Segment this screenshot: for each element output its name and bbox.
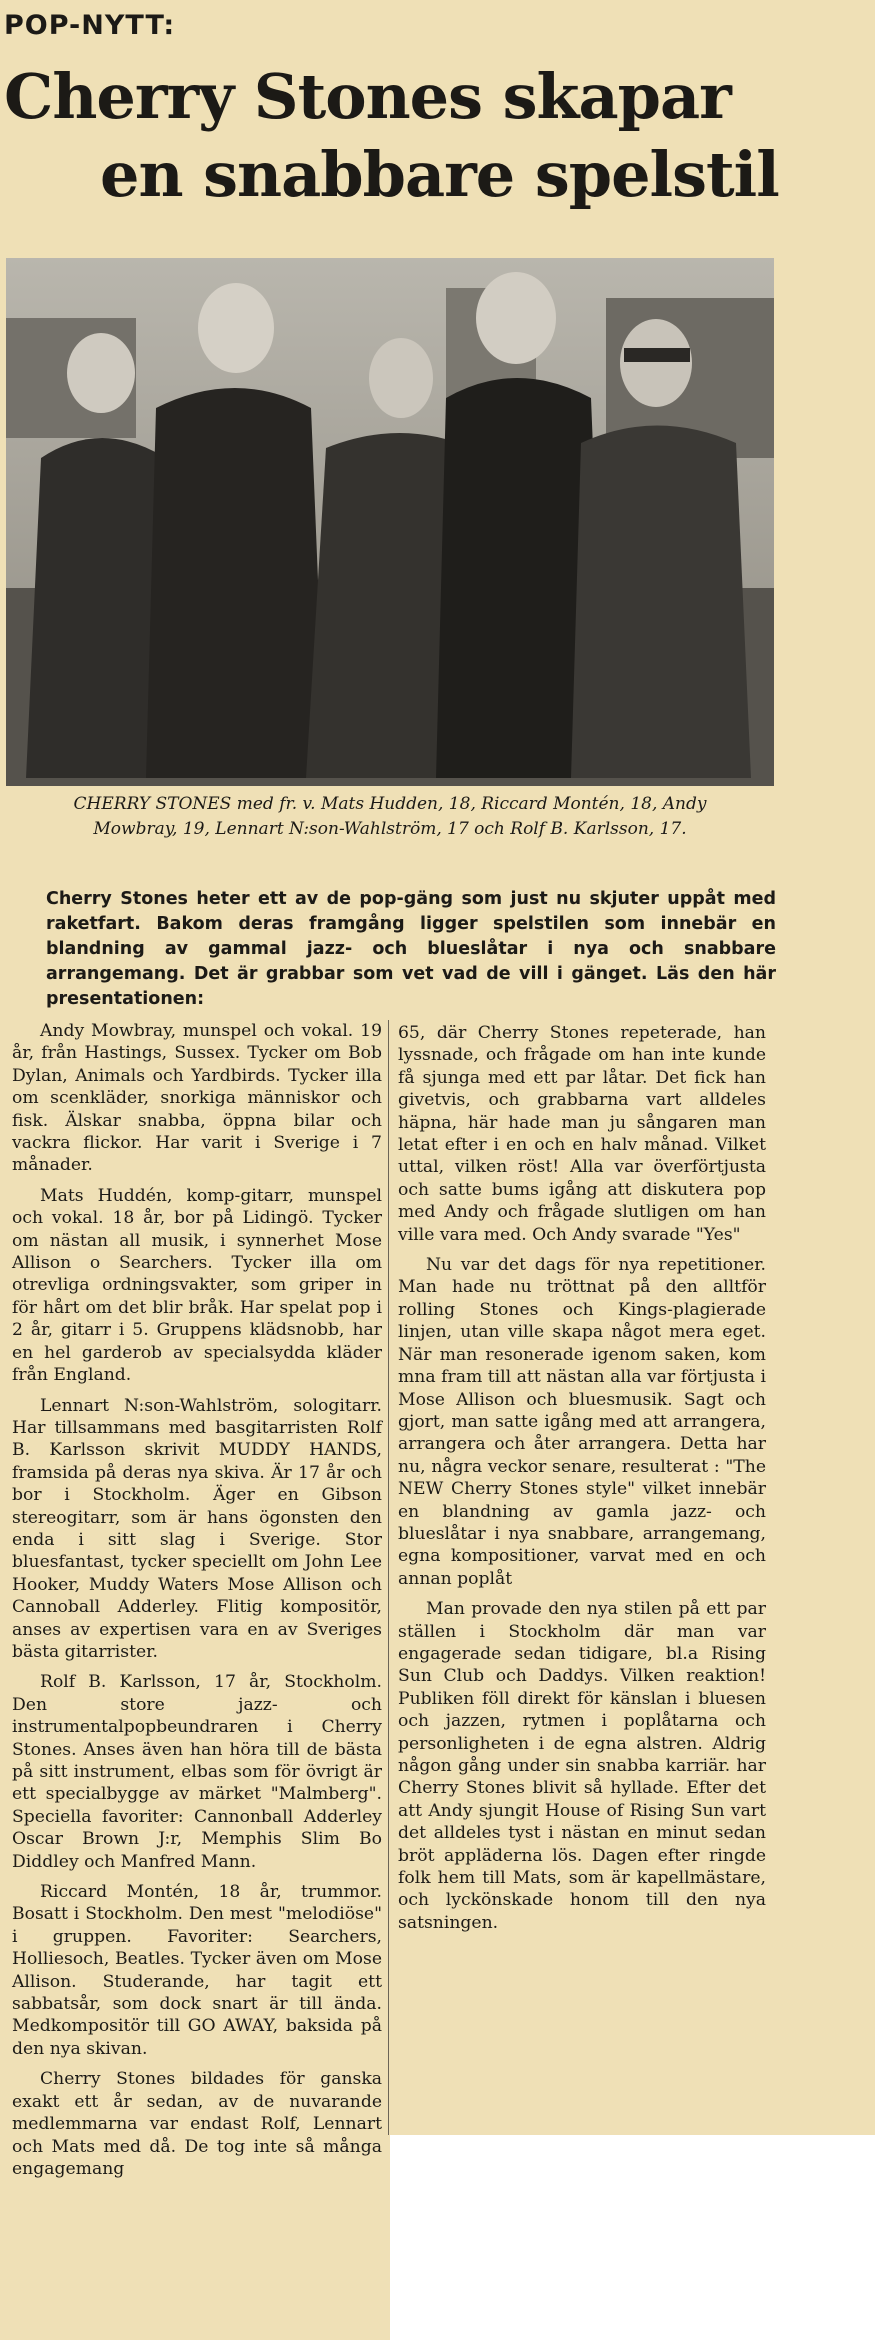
- column-divider: [388, 1020, 389, 2135]
- column-2: [398, 1022, 766, 1942]
- paragraph: Cherry Stones bildades för ganska exakt ett år sedan, av de nuvarande medlemmarna var endast Rolf, Lennart och Mats med då. De tog inte så många engagemang: [12, 2069, 382, 2179]
- headline-line-1: Cherry Stones skapar: [4, 60, 731, 133]
- paragraph: Lennart N:son-Wahlström, sologitarr. Har tillsammans med basgitarristen Rolf B. Karlsson skrivit MUDDY HANDS, framsida på deras nya skiva. Är 17 år och bor i Stockholm. Äger en Gibson stereogitarr, som är hans ögonsten den enda i sitt slag i Sverige. Stor bluesfantast, tycker speciellt om John Lee Hooker, Muddy Waters Mose Allison och Cannoball Adderley. Flitig kompositör, anses av expertisen vara en av Sveriges bästa gitarrister.: [12, 1395, 382, 1662]
- paragraph: Mats Huddén, komp-gitarr, munspel och vokal. 18 år, bor på Lidingö. Tycker om nästan all musik, i synnerhet Mose Allison o Searchers. Tycker illa om otrevliga ordningsvakter, som griper in för hårt om det blir bråk. Har spelat pop i 2 år, gitarr i 5. Gruppens klädsnobb, har en hel garderob av specialsydda kläder från England.: [12, 1185, 382, 1386]
- paragraph: Riccard Montén, 18 år, trummor. Bosatt i Stockholm. Den mest "melodiöse" i gruppen. Favoriter: Searchers, Holliesoch, Beatles. Tycker även om Mose Allison. Studerande, har tagit ett sabbatsår, som dock snart är till ända. Medkompositör till GO AWAY, baksida på den nya skivan.: [12, 1882, 382, 2059]
- headline: [4, 58, 864, 214]
- paragraph: Man provade den nya stilen på ett par ställen i Stockholm där man var engagerade sedan tidigare, bl.a Rising Sun Club och Daddys. Vilken reaktion! Publiken föll direkt för känslan i bluesen och jazzen, rytmen i poplåtarna och personligheten i de egna alstren. Aldrig någon gång under sin snabba karriär. har Cherry Stones blivit så hyllade. Efter det att Andy sjungit House of Rising Sun vart det alldeles tyst i nästan en minut sedan bröt appläderna lös. Dagen efter ringde folk hem till Mats, som är kapellmästare, och lyckönskade honom till den nya satsningen.: [398, 1599, 766, 1933]
- lead-paragraph: Cherry Stones heter ett av de pop-gäng som just nu skjuter uppåt med raketfart. Bakom deras framgång ligger spelstilen som innebär en blandning av gammal jazz- och blueslåtar i nya och snabbare arrangemang. Det är grabbar som vet vad de vill i gänget. Läs den här presentationen:: [46, 889, 776, 1009]
- band-photo-illustration: [6, 258, 774, 786]
- paragraph: 65, där Cherry Stones repeterade, han lyssnade, och frågade om han inte kunde få sjunga med ett par låtar. Det fick han givetvis, och grabbarna vart alldeles häpna, här hade man ju sångaren man letat efter i en och en halv månad. Vilket uttal, vilken röst! Alla var överförtjusta och satte bums igång att diskutera pop med Andy och frågade slutligen om han ville vara med. Och Andy svarade "Yes": [398, 1023, 766, 1245]
- section-kicker: POP-NYTT:: [4, 10, 176, 41]
- paragraph: Rolf B. Karlsson, 17 år, Stockholm. Den store jazz- och instrumentalpopbeundraren i Cherry Stones. Anses även han höra till de bästa på sitt instrument, elbas som för övrigt är ett specialbygge av märket "Malmberg". Speciella favoriter: Cannonball Adderley Oscar Brown J:r, Memphis Slim Bo Diddley och Manfred Mann.: [12, 1672, 382, 1872]
- headline-line-2: en snabbare spelstil: [100, 138, 779, 211]
- photo-caption: CHERRY STONES med fr. v. Mats Hudden, 18, Riccard Montén, 18, Andy Mowbray, 19, Lennart N:son-Wahlström, 17 och Rolf B. Karlsson, 17.: [73, 794, 707, 839]
- clipping-cut-edge: [390, 2135, 887, 2340]
- paragraph: Andy Mowbray, munspel och vokal. 19 år, från Hastings, Sussex. Tycker om Bob Dylan, Animals och Yardbirds. Tycker illa om scenkläder, snorkiga människor och fisk. Älskar snabba, öppna bilar och vackra flickor. Har varit i Sverige i 7 månader.: [12, 1021, 382, 1176]
- band-photo: [6, 258, 774, 786]
- column-1: [12, 1020, 382, 2188]
- paragraph: Nu var det dags för nya repetitioner. Man hade nu tröttnat på den alltför rolling Stones och Kings-plagierade linjen, utan ville skapa något mera eget. När man resonerade igenom saken, kom mna fram till att nästan alla var förtjusta i Mose Allison och bluesmusik. Sagt och gjort, man satte igång med att arrangera, arrangera och åter arrangera. Detta har nu, några veckor senare, resulterat : "The NEW Cherry Stones style" vilket innebär en blandning av gamla jazz- och blueslåtar i nya snabbare, arrangemang, egna kompositioner, varvat med en och annan poplåt: [398, 1255, 766, 1589]
